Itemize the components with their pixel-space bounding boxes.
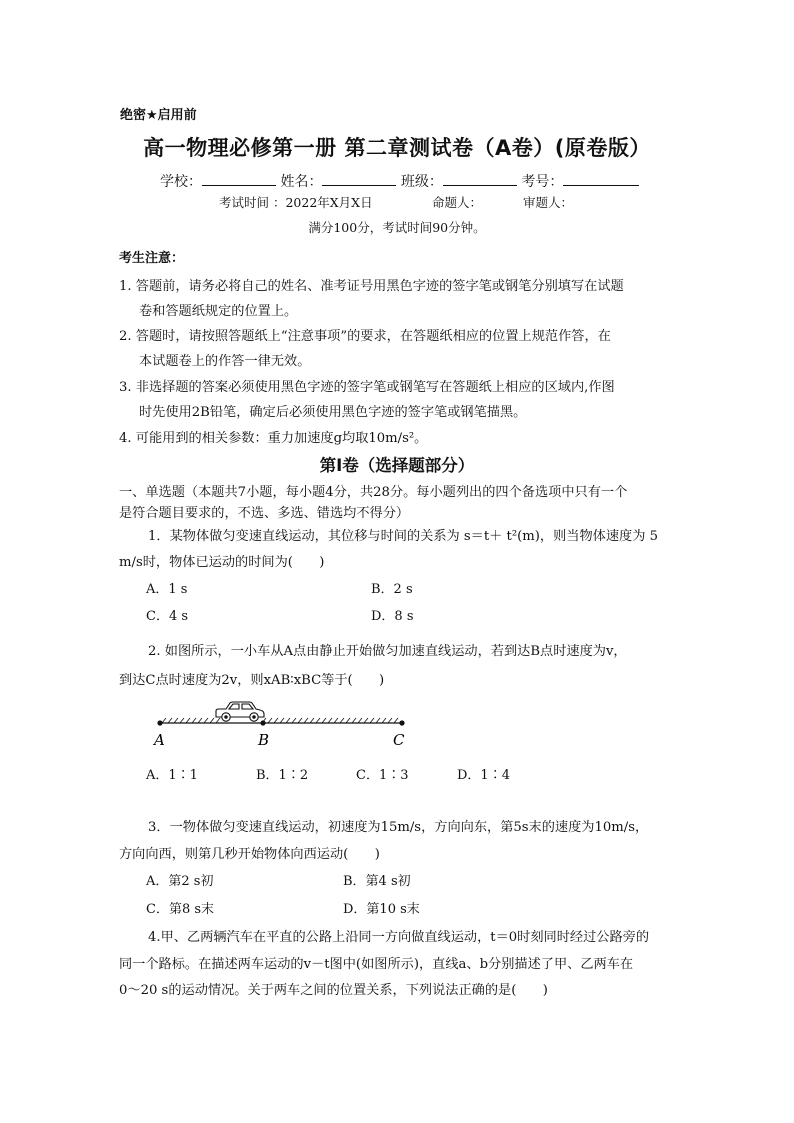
point-a-dot [157,720,162,725]
q2-option-d[interactable]: D．1∶4 [457,768,510,783]
setter-label: 命题人： [432,195,483,210]
q2-option-a[interactable]: A．1∶1 [146,768,198,783]
q3-stem-line-2: 方向向西，则第几秒开始物体向西运动( ) [119,847,380,862]
q1-option-b[interactable]: B．2 s [371,582,413,597]
q3-option-c[interactable]: C．第8 s末 [146,902,215,917]
note-2-line-1: 2. 答题时，请按照答题纸上“注意事项”的要求，在答题纸相应的位置上规范作答，在 [119,329,611,344]
notes-title: 考生注意： [119,251,185,266]
note-1-line-1: 1. 答题前，请务必将自己的姓名、准考证号用黑色字迹的签字笔或钢笔分别填写在试题 [119,279,624,294]
note-3-line-2: 时先使用2B铅笔，确定后必须使用黑色字迹的签字笔或钢笔描黑。 [139,405,527,420]
reviewer-label: 审题人： [523,195,574,210]
q3-option-b[interactable]: B．第4 s初 [343,874,411,889]
section-heading-line-2: 是符合题目要求的，不选、多选、错选均不得分） [119,506,410,521]
point-a-label: A [154,731,165,749]
class-label: 班级： [400,174,443,190]
q4-stem-line-3: 0～20 s的运动情况。关于两车之间的位置关系，下列说法正确的是( ) [119,983,548,998]
school-label: 学校： [160,174,202,190]
name-field[interactable] [322,173,396,186]
point-b-label: B [258,731,270,749]
q2-track-figure [150,695,420,755]
q4-stem-line-1: 4.甲、乙两辆汽车在平直的公路上沿同一方向做直线运动，t＝0时刻同时经过公路旁的 [148,930,650,945]
point-c-dot [399,720,404,725]
q2-stem-line-1: 2. 如图所示，一小车从A点由静止开始做匀加速直线运动，若到达B点时速度为v， [148,644,627,659]
part-1-title: 第Ⅰ卷（选择题部分） [319,456,475,475]
point-b-dot [260,720,265,725]
exam-title: 高一物理必修第一册 第二章测试卷（A卷）(原卷版） [143,136,651,160]
note-2-line-2: 本试题卷上的作答一律无效。 [139,354,311,369]
q1-stem-line-1: 1．某物体做匀变速直线运动，其位移与时间的关系为 s＝t＋ t²(m)，则当物体速度为 5 [148,529,658,544]
note-1-line-2: 卷和答题纸规定的位置上。 [139,304,298,319]
note-3-line-1: 3. 非选择题的答案必须使用黑色字迹的签字笔或钢笔写在答题纸上相应的区域内,作图 [119,380,615,395]
class-field[interactable] [443,173,517,186]
q3-stem-line-1: 3．一物体做匀变速直线运动，初速度为15m/s，方向向东，第5s末的速度为10m/s， [148,820,649,835]
q1-option-c[interactable]: C．4 s [146,609,189,624]
q3-option-a[interactable]: A．第2 s初 [146,874,214,889]
q1-stem-line-2: m/s时，物体已运动的时间为( ) [119,555,325,570]
confidential-mark: 绝密★启用前 [120,108,197,123]
exam-date: 考试时间 ：2022年X月X日 [219,195,373,210]
note-4: 4. 可能用到的相关参数：重力加速度g均取10m/s²。 [119,431,428,446]
q1-option-a[interactable]: A．1 s [146,582,188,597]
q2-option-c[interactable]: C．1∶3 [356,768,409,783]
q2-stem-line-2: 到达C点时速度为2v，则xAB∶xBC等于( ) [119,673,385,688]
hatched-track [159,718,402,723]
q4-stem-line-2: 同一个路标。在描述两车运动的v－t图中(如图所示)，直线a、b分别描述了甲、乙两车在 [119,957,634,972]
school-field[interactable] [202,173,276,186]
number-label: 考号： [521,174,564,190]
info-row [160,171,639,191]
name-label: 姓名： [280,174,323,190]
score-info: 满分100分，考试时间90分钟。 [308,220,486,235]
q2-option-b[interactable]: B．1∶2 [256,768,309,783]
q3-option-d[interactable]: D．第10 s末 [343,902,420,917]
q1-option-d[interactable]: D．8 s [371,609,414,624]
number-field[interactable] [563,173,639,186]
point-c-label: C [393,731,405,749]
section-heading-line-1: 一、单选题（本题共7小题，每小题4分，共28分。每小题列出的四个备选项中只有一个 [119,485,628,500]
car-icon [216,702,264,721]
